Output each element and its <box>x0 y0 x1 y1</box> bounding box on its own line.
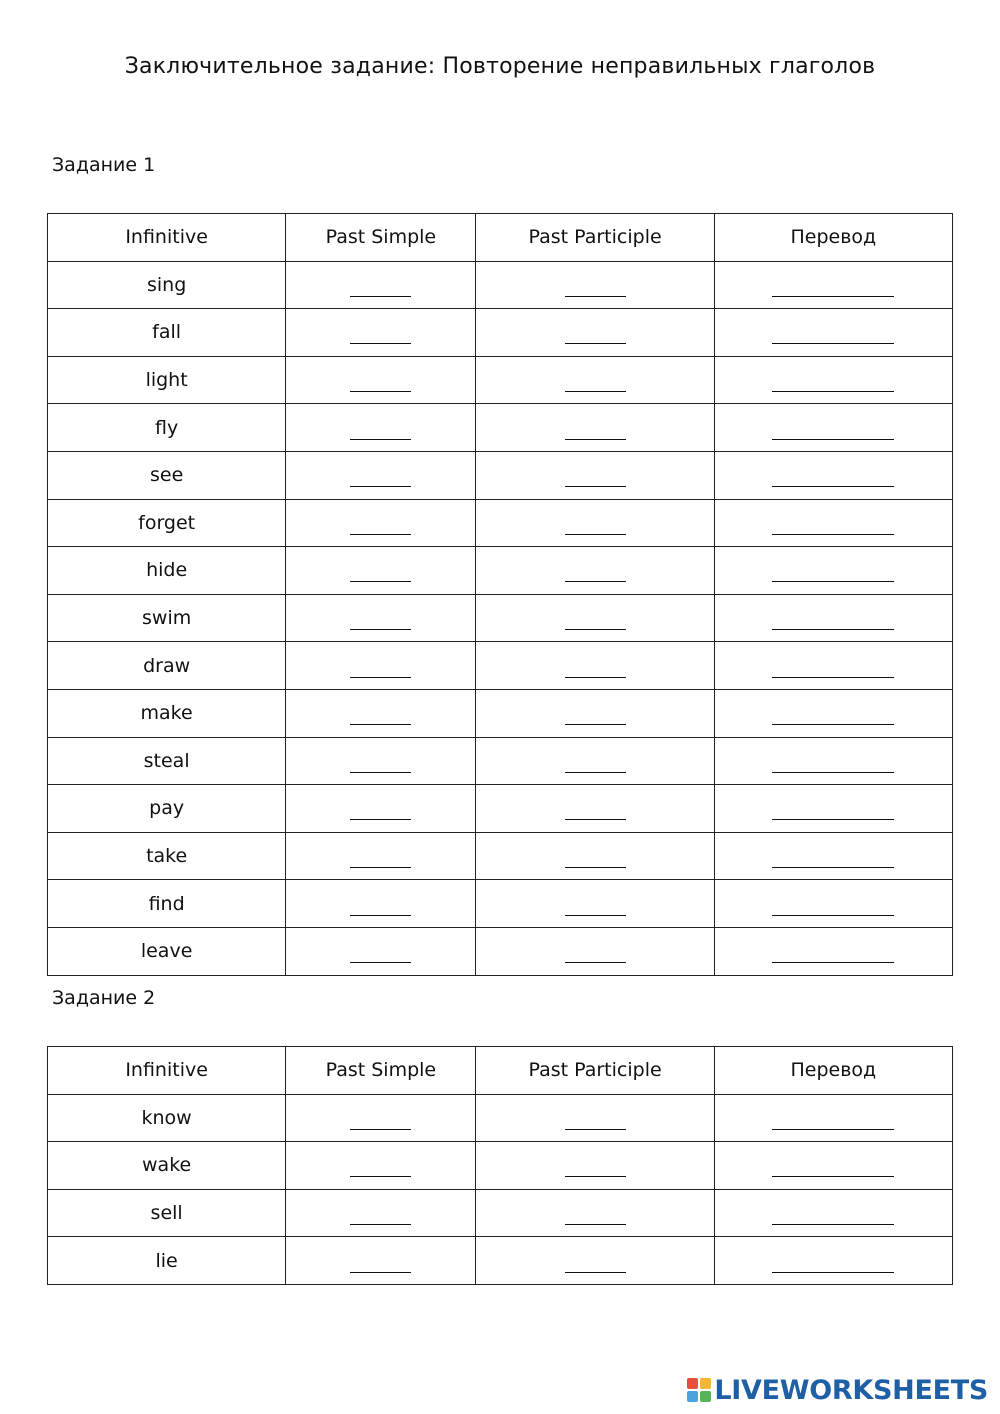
past-simple-cell <box>286 309 476 357</box>
table-row <box>48 642 953 690</box>
past-simple-cell <box>286 1094 476 1142</box>
infinitive-cell: sing <box>48 261 286 309</box>
past-participle-blank[interactable] <box>565 470 626 487</box>
infinitive-cell: sell <box>48 1189 286 1237</box>
translation-blank[interactable] <box>772 375 894 392</box>
infinitive-cell: know <box>48 1094 286 1142</box>
header-past-participle: Past Participle <box>476 1047 714 1095</box>
table-row <box>48 737 953 785</box>
past-simple-blank[interactable] <box>350 1160 411 1177</box>
past-simple-blank[interactable] <box>350 1256 411 1273</box>
translation-cell <box>714 356 952 404</box>
infinitive-cell: make <box>48 689 286 737</box>
translation-cell <box>714 880 952 928</box>
past-simple-blank[interactable] <box>350 375 411 392</box>
translation-cell <box>714 1189 952 1237</box>
liveworksheets-logo-icon <box>687 1378 711 1402</box>
table-row <box>48 261 953 309</box>
past-participle-blank[interactable] <box>565 423 626 440</box>
past-participle-blank[interactable] <box>565 613 626 630</box>
table-header-row <box>48 1047 953 1095</box>
translation-blank[interactable] <box>772 661 894 678</box>
past-simple-blank[interactable] <box>350 1113 411 1130</box>
past-simple-blank[interactable] <box>350 756 411 773</box>
header-translation: Перевод <box>714 1047 952 1095</box>
past-simple-blank[interactable] <box>350 661 411 678</box>
past-simple-blank[interactable] <box>350 280 411 297</box>
translation-cell <box>714 689 952 737</box>
task-1-label: Задание 1 <box>52 154 156 176</box>
infinitive-cell: find <box>48 880 286 928</box>
past-simple-cell <box>286 499 476 547</box>
infinitive-cell: wake <box>48 1142 286 1190</box>
past-participle-blank[interactable] <box>565 946 626 963</box>
past-participle-cell <box>476 356 714 404</box>
past-participle-cell <box>476 1142 714 1190</box>
table-header-row <box>48 214 953 262</box>
translation-cell <box>714 547 952 595</box>
past-participle-cell <box>476 499 714 547</box>
translation-cell <box>714 261 952 309</box>
translation-blank[interactable] <box>772 518 894 535</box>
table-row <box>48 689 953 737</box>
translation-blank[interactable] <box>772 851 894 868</box>
past-participle-blank[interactable] <box>565 899 626 916</box>
past-simple-blank[interactable] <box>350 803 411 820</box>
past-participle-cell <box>476 832 714 880</box>
table-row <box>48 451 953 499</box>
past-participle-blank[interactable] <box>565 708 626 725</box>
translation-blank[interactable] <box>772 899 894 916</box>
task-1-table <box>47 213 953 976</box>
past-participle-blank[interactable] <box>565 1160 626 1177</box>
logo-square <box>687 1391 698 1402</box>
past-simple-cell <box>286 404 476 452</box>
table-row <box>48 1237 953 1285</box>
translation-cell <box>714 1142 952 1190</box>
past-simple-cell <box>286 1189 476 1237</box>
past-participle-blank[interactable] <box>565 1113 626 1130</box>
translation-blank[interactable] <box>772 280 894 297</box>
translation-cell <box>714 1094 952 1142</box>
task-2-table <box>47 1046 953 1285</box>
past-participle-cell <box>476 927 714 975</box>
past-participle-blank[interactable] <box>565 518 626 535</box>
translation-blank[interactable] <box>772 423 894 440</box>
past-simple-blank[interactable] <box>350 946 411 963</box>
infinitive-cell: forget <box>48 499 286 547</box>
infinitive-cell: fall <box>48 309 286 357</box>
past-simple-cell <box>286 451 476 499</box>
infinitive-cell: draw <box>48 642 286 690</box>
table-row <box>48 356 953 404</box>
table-row <box>48 927 953 975</box>
logo-square <box>687 1378 698 1389</box>
past-participle-cell <box>476 689 714 737</box>
table-row <box>48 404 953 452</box>
header-infinitive: Infinitive <box>48 1047 286 1095</box>
past-participle-cell <box>476 547 714 595</box>
past-simple-blank[interactable] <box>350 708 411 725</box>
past-participle-blank[interactable] <box>565 280 626 297</box>
table-row <box>48 594 953 642</box>
infinitive-cell: swim <box>48 594 286 642</box>
logo-square <box>700 1391 711 1402</box>
translation-cell <box>714 1237 952 1285</box>
past-participle-cell <box>476 1189 714 1237</box>
translation-blank[interactable] <box>772 565 894 582</box>
infinitive-cell: steal <box>48 737 286 785</box>
past-participle-blank[interactable] <box>565 1256 626 1273</box>
table-row <box>48 1142 953 1190</box>
translation-cell <box>714 927 952 975</box>
table-row <box>48 785 953 833</box>
table-row <box>48 880 953 928</box>
past-participle-cell <box>476 880 714 928</box>
past-simple-cell <box>286 785 476 833</box>
header-past-simple: Past Simple <box>286 214 476 262</box>
translation-blank[interactable] <box>772 756 894 773</box>
infinitive-cell: take <box>48 832 286 880</box>
past-simple-blank[interactable] <box>350 518 411 535</box>
past-participle-blank[interactable] <box>565 756 626 773</box>
past-participle-cell <box>476 737 714 785</box>
past-simple-blank[interactable] <box>350 851 411 868</box>
past-simple-cell <box>286 737 476 785</box>
past-simple-cell <box>286 547 476 595</box>
translation-blank[interactable] <box>772 613 894 630</box>
past-participle-cell <box>476 261 714 309</box>
past-simple-blank[interactable] <box>350 470 411 487</box>
translation-blank[interactable] <box>772 1208 894 1225</box>
translation-cell <box>714 309 952 357</box>
past-simple-blank[interactable] <box>350 613 411 630</box>
translation-cell <box>714 642 952 690</box>
header-translation: Перевод <box>714 214 952 262</box>
past-simple-blank[interactable] <box>350 327 411 344</box>
table-row <box>48 547 953 595</box>
infinitive-cell: pay <box>48 785 286 833</box>
past-participle-blank[interactable] <box>565 661 626 678</box>
translation-blank[interactable] <box>772 708 894 725</box>
translation-blank[interactable] <box>772 1256 894 1273</box>
past-simple-blank[interactable] <box>350 423 411 440</box>
past-participle-cell <box>476 642 714 690</box>
page-title: Заключительное задание: Повторение неправильных глаголов <box>124 54 876 79</box>
past-simple-blank[interactable] <box>350 1208 411 1225</box>
translation-blank[interactable] <box>772 1160 894 1177</box>
past-participle-cell <box>476 451 714 499</box>
translation-cell <box>714 832 952 880</box>
past-participle-cell <box>476 785 714 833</box>
translation-blank[interactable] <box>772 470 894 487</box>
header-past-participle: Past Participle <box>476 214 714 262</box>
infinitive-cell: fly <box>48 404 286 452</box>
past-participle-blank[interactable] <box>565 565 626 582</box>
past-participle-blank[interactable] <box>565 1208 626 1225</box>
past-participle-cell <box>476 1094 714 1142</box>
infinitive-cell: hide <box>48 547 286 595</box>
infinitive-cell: light <box>48 356 286 404</box>
past-simple-cell <box>286 832 476 880</box>
past-participle-cell <box>476 594 714 642</box>
translation-cell <box>714 737 952 785</box>
translation-cell <box>714 785 952 833</box>
past-simple-cell <box>286 1237 476 1285</box>
table-row <box>48 1189 953 1237</box>
past-simple-blank[interactable] <box>350 565 411 582</box>
past-simple-cell <box>286 642 476 690</box>
past-simple-cell <box>286 689 476 737</box>
translation-cell <box>714 451 952 499</box>
translation-cell <box>714 594 952 642</box>
translation-blank[interactable] <box>772 327 894 344</box>
translation-blank[interactable] <box>772 803 894 820</box>
table-row <box>48 832 953 880</box>
past-participle-cell <box>476 404 714 452</box>
past-participle-blank[interactable] <box>565 851 626 868</box>
past-simple-cell <box>286 356 476 404</box>
past-simple-cell <box>286 594 476 642</box>
past-participle-cell <box>476 1237 714 1285</box>
translation-cell <box>714 499 952 547</box>
past-simple-blank[interactable] <box>350 899 411 916</box>
table-row <box>48 499 953 547</box>
header-infinitive: Infinitive <box>48 214 286 262</box>
past-simple-cell <box>286 927 476 975</box>
translation-blank[interactable] <box>772 1113 894 1130</box>
infinitive-cell: lie <box>48 1237 286 1285</box>
task-2-label: Задание 2 <box>52 987 156 1009</box>
infinitive-cell: leave <box>48 927 286 975</box>
infinitive-cell: see <box>48 451 286 499</box>
past-participle-cell <box>476 309 714 357</box>
header-past-simple: Past Simple <box>286 1047 476 1095</box>
past-simple-cell <box>286 880 476 928</box>
past-simple-cell <box>286 261 476 309</box>
past-participle-blank[interactable] <box>565 803 626 820</box>
past-simple-cell <box>286 1142 476 1190</box>
translation-blank[interactable] <box>772 946 894 963</box>
past-participle-blank[interactable] <box>565 327 626 344</box>
table-row <box>48 1094 953 1142</box>
table-row <box>48 309 953 357</box>
translation-cell <box>714 404 952 452</box>
logo-text: LIVEWORKSHEETS <box>714 1374 988 1406</box>
past-participle-blank[interactable] <box>565 375 626 392</box>
logo-square <box>700 1378 711 1389</box>
liveworksheets-logo <box>687 1372 988 1408</box>
